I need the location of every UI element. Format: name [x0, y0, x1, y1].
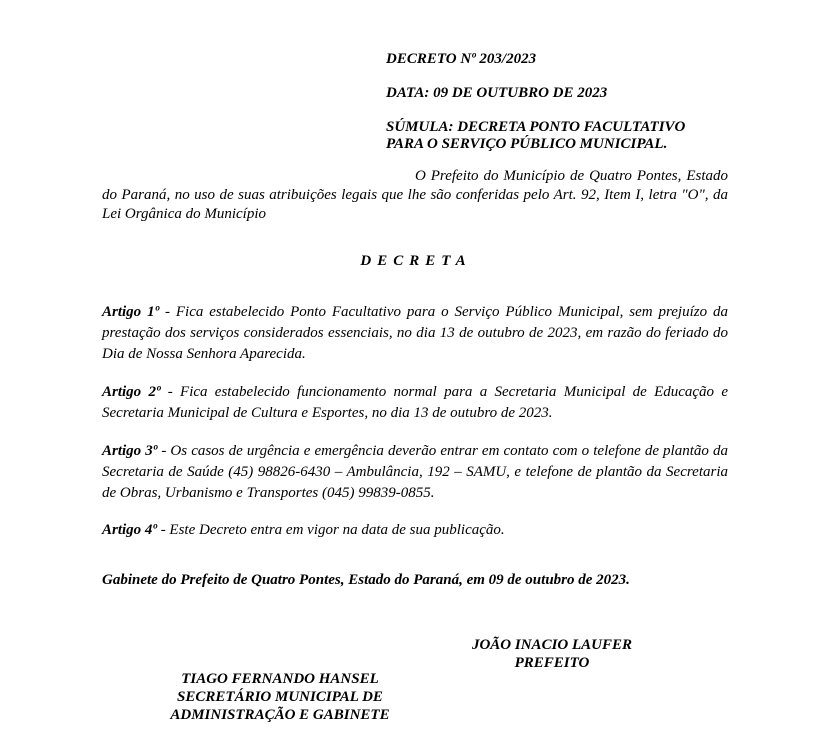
summary-line-2: PARA O SERVIÇO PÚBLICO MUNICIPAL.: [386, 136, 668, 152]
article-3: [102, 441, 728, 504]
closing-line: Gabinete do Prefeito de Quatro Pontes, Estado do Paraná, em 09 de outubro de 2023.: [102, 572, 630, 588]
article-1: [102, 302, 728, 365]
intro-paragraph: O Prefeito do Município de Quatro Pontes, Estado do Paraná, no uso de suas atribuições legais que lhe são conferidas pelo Art. 92, Item I, letra "O", da Lei Orgânica do Município: [102, 168, 728, 222]
article-2-label: Artigo 2º: [102, 384, 161, 400]
article-1-text: - Fica estabelecido Ponto Facultativo para o Serviço Público Municipal, sem prejuízo da prestação dos serviços considerados essenciais, no dia 13 de outubro de 2023, em razão do feriado do Dia de Nossa Senhora Aparecida.: [102, 304, 728, 362]
secretary-signature: [140, 670, 420, 724]
article-4: [102, 520, 728, 541]
article-3-text: - Os casos de urgência e emergência deverão entrar em contato com o telefone de plantão da Secretaria de Saúde (45) 98826-6430 – Ambulância, 192 – SAMU, e telefone de plantão da Secretaria de Obras, Urbanismo e Transportes (045) 99839-0855.: [102, 443, 728, 501]
decree-number: DECRETO Nº 203/2023: [386, 51, 537, 67]
article-2: [102, 382, 728, 424]
summary-line-1: SÚMULA: DECRETA PONTO FACULTATIVO: [386, 119, 686, 135]
article-4-text: - Este Decreto entra em vigor na data de sua publicação.: [156, 522, 505, 538]
secretary-title-line-1: SECRETÁRIO MUNICIPAL DE: [177, 689, 383, 705]
mayor-name: JOÃO INACIO LAUFER: [471, 637, 633, 653]
decreta-heading: DECRETA: [360, 253, 472, 269]
decree-date: DATA: 09 DE OUTUBRO DE 2023: [386, 85, 608, 101]
article-1-label: Artigo 1º: [102, 304, 160, 320]
mayor-title: PREFEITO: [514, 655, 590, 671]
article-4-label: Artigo 4º: [102, 522, 157, 538]
secretary-name: TIAGO FERNANDO HANSEL: [181, 671, 379, 687]
article-3-label: Artigo 3º: [102, 443, 158, 459]
secretary-title-line-2: ADMINISTRAÇÃO E GABINETE: [170, 707, 390, 723]
article-2-text: - Fica estabelecido funcionamento normal para a Secretaria Municipal de Educação e Secretaria Municipal de Cultura e Esportes, no dia 13 de outubro de 2023.: [102, 384, 728, 421]
mayor-signature: [452, 636, 652, 672]
